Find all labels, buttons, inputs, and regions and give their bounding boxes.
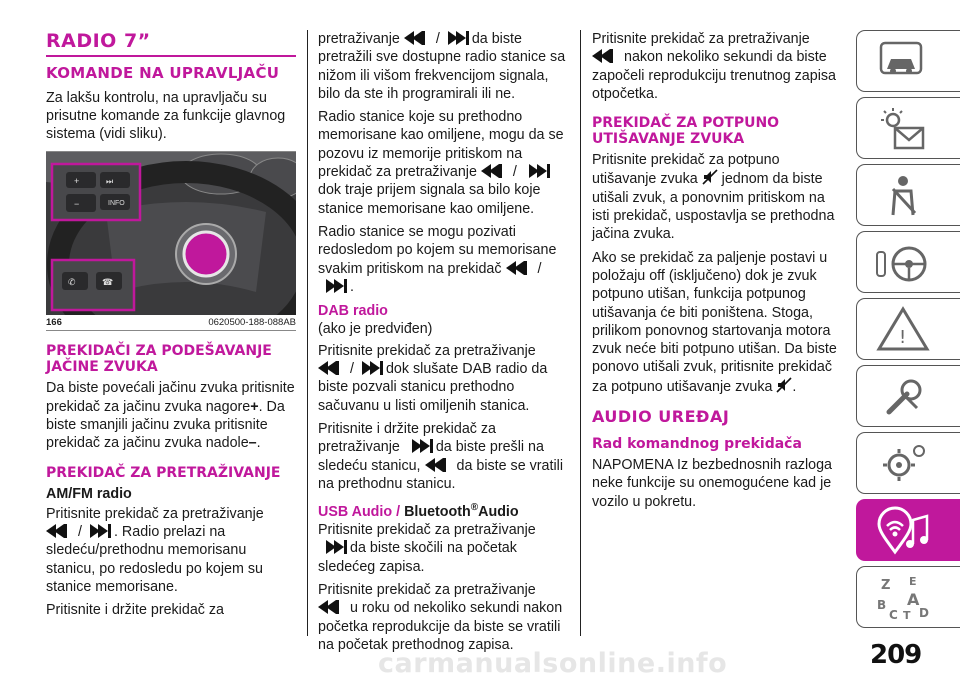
svg-text:T: T bbox=[903, 609, 911, 622]
subheading-control-switch: Rad komandnog prekidača bbox=[592, 436, 802, 453]
usb-prev-paragraph: Pritisnite prekidač za pretraživanje u roku od nekoliko sekundi nakon početka reprodukcije da biste se vratili na početak prethodnog zapisa. bbox=[318, 582, 563, 653]
usb-bluetooth-heading: USB Audio / Bluetooth®Audio bbox=[318, 502, 519, 520]
seek-down-icon bbox=[481, 164, 513, 178]
seek-down-icon bbox=[318, 361, 350, 375]
volume-down-symbol: – bbox=[248, 435, 257, 452]
seek-up-icon bbox=[82, 524, 114, 538]
section-title-radio: RADIO 7” bbox=[46, 30, 151, 52]
mute-paragraph: Pritisnite prekidač za potpuno utišavanje zvuka jednom da biste utišali zvuk, a ponovnim pritiskom na isti prekidač, uspostavlja se prethodna jačina zvuka. bbox=[592, 152, 835, 243]
volume-paragraph: Da biste povećali jačinu zvuka pritisnite prekidač za jačinu zvuka nagore+. Da biste smanjili jačinu zvuka pritisnite prekidač za jačinu zvuka nadole–. bbox=[46, 380, 295, 452]
figure-number: 166 bbox=[46, 316, 62, 328]
order-paragraph: Radio stanice se mogu pozivati redosledom po kojem su memorisane svakim pritiskom na prekidač / . bbox=[318, 223, 557, 295]
seek-down-icon bbox=[425, 458, 457, 472]
dab-optional-note: (ako je predviđen) bbox=[318, 321, 433, 338]
svg-text:D: D bbox=[919, 606, 929, 620]
section-title-audio-device: AUDIO UREĐAJ bbox=[592, 407, 730, 427]
column-1 bbox=[46, 30, 296, 625]
subheading-seek-switch: PREKIDAČ ZA PRETRAŽIVANJE bbox=[46, 464, 281, 481]
steering-wheel-illustration bbox=[46, 152, 296, 315]
warning-light-icon bbox=[873, 104, 933, 154]
chapter-tab-index[interactable] bbox=[856, 566, 960, 628]
seek-down-icon bbox=[318, 600, 350, 614]
amfm-heading: AM/FM radio bbox=[46, 485, 132, 502]
seek-up-icon bbox=[318, 540, 350, 554]
svg-text:B: B bbox=[877, 598, 887, 612]
seek-paragraph: Pritisnite prekidač za pretraživanje / . Radio prelazi na sledeću/prethodnu memorisanu stanicu, po redosledu po kojem su stanice memorisane. bbox=[46, 505, 264, 596]
intro-paragraph: Za lakšu kontrolu, na upravljaču su prisutne komande za funkcije glavnog sistema (vidi sliku). bbox=[46, 89, 286, 143]
usb-next-paragraph: Pritisnite prekidač za pretraživanje da biste skočili na početak sledećeg zapisa. bbox=[318, 522, 536, 575]
gear-icon bbox=[873, 439, 933, 489]
info-button-label: INFO bbox=[108, 200, 125, 208]
seek-down-icon bbox=[592, 49, 624, 63]
seatbelt-icon bbox=[873, 171, 933, 221]
svg-text:E: E bbox=[909, 575, 917, 588]
safety-note: NAPOMENA Iz bezbednosnih razloga neke funkcije su onemogućene kad je vozilo u pokretu. bbox=[592, 457, 832, 510]
chapter-tab-maintenance[interactable] bbox=[856, 365, 960, 427]
svg-text:✆: ✆ bbox=[68, 278, 76, 289]
subheading-mute-switch: PREKIDAČ ZA POTPUNO UTIŠAVANJE ZVUKA bbox=[592, 115, 780, 148]
steering-wheel-icon bbox=[873, 238, 933, 288]
volume-up-symbol: + bbox=[250, 398, 259, 415]
seek-up-icon bbox=[354, 361, 386, 375]
wrench-icon bbox=[873, 372, 933, 422]
chapter-tab-safety[interactable] bbox=[856, 164, 960, 226]
chapter-tab-technical[interactable] bbox=[856, 432, 960, 494]
seek-up-icon bbox=[521, 164, 553, 178]
ignition-mute-paragraph: Ako se prekidač za paljenje postavi u položaju off (isključeno) dok je zvuk potpuno utišan, funkcija potpunog utišavanja će biti poništena. Stoga, prilikom ponovnog startovanja motora zvuk neće biti potpuno utišan. Da biste ponovo utišali zvuk, pritisnite prekidač za potpuno utišavanje zvuka . bbox=[592, 249, 837, 395]
column-divider-1 bbox=[307, 30, 308, 636]
chapter-tabs bbox=[856, 30, 960, 633]
watermark: carmanualsonline.info bbox=[378, 648, 728, 678]
subheading-steering-controls: KOMANDE NA UPRAVLJAČU bbox=[46, 63, 280, 82]
seek-down-icon bbox=[46, 524, 78, 538]
dab-paragraph: Pritisnite prekidač za pretraživanje / dok slušate DAB radio da biste pozvali stanicu prethodno sačuvanu u listi omiljenih stanica. bbox=[318, 342, 548, 414]
svg-text:☎: ☎ bbox=[102, 278, 114, 289]
chapter-tab-driving[interactable] bbox=[856, 231, 960, 293]
column-divider-2 bbox=[580, 30, 581, 636]
mute-icon bbox=[702, 169, 718, 185]
seek-down-icon bbox=[506, 261, 538, 275]
figure-caption bbox=[46, 315, 296, 331]
hold-paragraph-continued: pretraživanje / da biste pretražili sve dostupne radio stanice sa nižom ili višom frekvencijom signala, bilo da ste ih programirali ili ne. bbox=[318, 31, 566, 102]
dab-heading: DAB radio bbox=[318, 303, 388, 320]
seek-up-icon bbox=[318, 279, 350, 293]
steering-wheel-figure bbox=[46, 151, 296, 315]
svg-text:+: + bbox=[74, 176, 80, 187]
svg-text:!: ! bbox=[899, 327, 907, 348]
car-dashboard-icon bbox=[873, 37, 933, 87]
chapter-tab-warnings[interactable] bbox=[856, 97, 960, 159]
page-number: 209 bbox=[870, 640, 922, 670]
svg-text:C: C bbox=[889, 608, 898, 622]
restart-track-paragraph: Pritisnite prekidač za pretraživanje nakon nekoliko sekundi da biste započeli reprodukciju trenutnog zapisa otpočetka. bbox=[592, 31, 836, 102]
figure-code: 0620500-188-088AB bbox=[208, 316, 296, 328]
chapter-tab-multimedia[interactable] bbox=[856, 499, 960, 561]
title-rule bbox=[46, 55, 296, 57]
chapter-tab-vehicle[interactable] bbox=[856, 30, 960, 92]
column-3 bbox=[592, 30, 842, 516]
svg-text:−: − bbox=[74, 199, 80, 210]
seek-up-icon bbox=[440, 31, 472, 45]
subheading-volume-switch: PREKIDAČI ZA PODEŠAVANJE JAČINE ZVUKA bbox=[46, 343, 272, 376]
dab-hold-paragraph: Pritisnite i držite prekidač za pretraživanje da biste prešli na sledeću stanicu, da biste se vratili na prethodnu stanicu. bbox=[318, 420, 563, 492]
seek-down-icon bbox=[404, 31, 436, 45]
hold-paragraph-start: Pritisnite i držite prekidač za bbox=[46, 602, 224, 619]
multimedia-icon bbox=[873, 506, 933, 556]
svg-text:Z: Z bbox=[881, 578, 891, 593]
seek-up-icon bbox=[404, 439, 436, 453]
svg-text:A: A bbox=[907, 590, 920, 609]
column-2 bbox=[318, 30, 570, 659]
emergency-triangle-icon bbox=[873, 305, 933, 355]
chapter-tab-emergency[interactable] bbox=[856, 298, 960, 360]
mute-icon bbox=[776, 377, 792, 393]
favorites-paragraph: Radio stanice koje su prethodno memorisane kao omiljene, mogu da se pozovu iz memorije pritiskom na prekidač za pretraživanje / dok traje prijem signala sa bilo koje stanice memorisane kao omiljene. bbox=[318, 109, 564, 217]
svg-text:⏭: ⏭ bbox=[106, 177, 114, 187]
alphabet-index-icon bbox=[873, 573, 933, 623]
